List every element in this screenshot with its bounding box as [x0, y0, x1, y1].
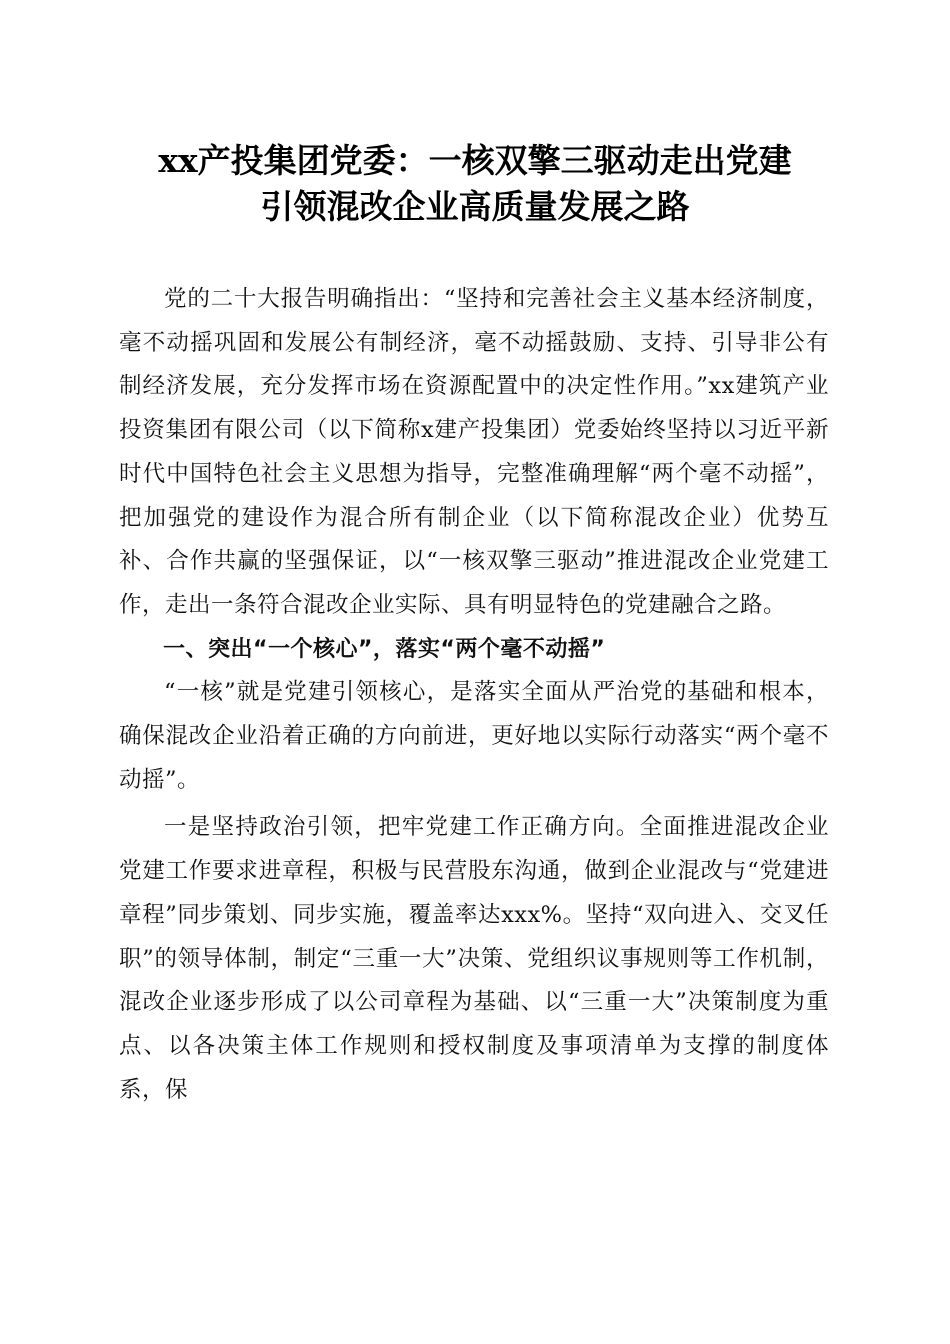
- intro-paragraph: 党的二十大报告明确指出：“坚持和完善社会主义基本经济制度，毫不动摇巩固和发展公有制经济，毫不动摇鼓励、支持、引导非公有制经济发展，充分发挥市场在资源配置中的决定性作用。”xx建筑产业投资集团有限公司（以下简称x建产投集团）党委始终坚持以习近平新时代中国特色社会主义思想为指导，完整准确理解“两个毫不动摇”，把加强党的建设作为混合所有制企业（以下简称混改企业）优势互补、合作共赢的坚强保证，以“一核双擎三驱动”推进混改企业党建工作，走出一条符合混改企业实际、具有明显特色的党建融合之路。: [119, 286, 829, 618]
- title-line-1: xx产投集团党委：一核双擎三驱动走出党建: [158, 141, 792, 180]
- title-line-2: 引领混改企业高质量发展之路: [260, 187, 690, 226]
- political-leadership-paragraph: 一是坚持政治引领，把牢党建工作正确方向。全面推进混改企业党建工作要求进章程，积极与民营股东沟通，做到企业混改与“党建进章程”同步策划、同步实施，覆盖率达xxx%。坚持“双向进入、交叉任职”的领导体制，制定“三重一大”决策、党组织议事规则等工作机制，混改企业逐步形成了以公司章程为基础、以“三重一大”决策制度为重点、以各决策主体工作规则和授权制度及事项清单为支撑的制度体系，保: [119, 814, 829, 1103]
- core-paragraph: “一核”就是党建引领核心，是落实全面从严治党的基础和根本，确保混改企业沿着正确的方向前进，更好地以实际行动落实“两个毫不动摇”。: [119, 679, 829, 793]
- document-body: [119, 278, 829, 1112]
- document-title: [100, 138, 850, 230]
- section-heading-1: 一、突出“一个核心”，落实“两个毫不动摇”: [163, 636, 606, 662]
